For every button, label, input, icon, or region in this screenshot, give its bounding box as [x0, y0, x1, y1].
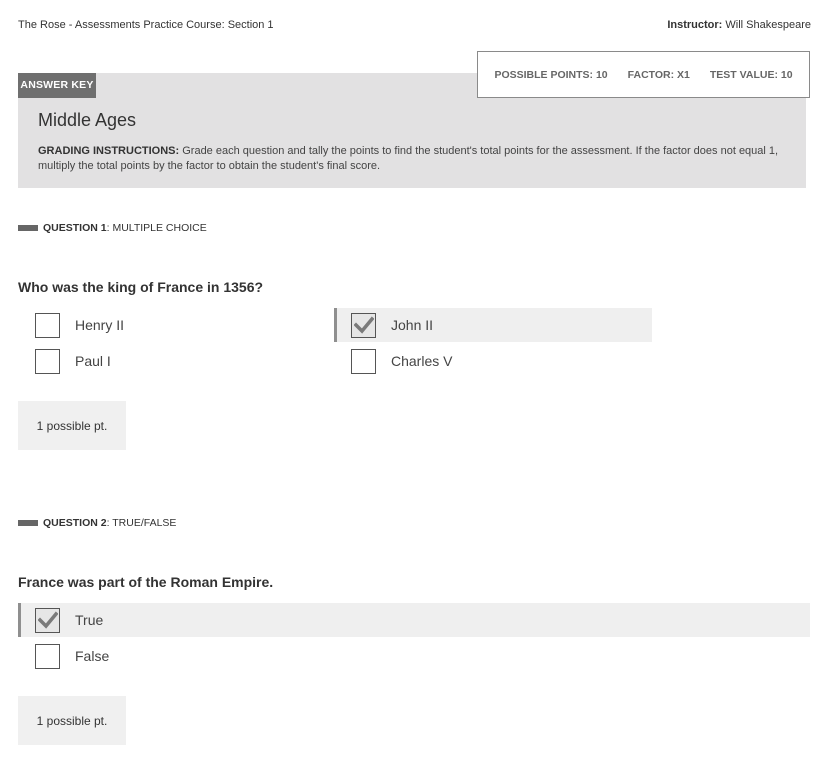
question-1-points: 1 possible pt. — [18, 401, 126, 450]
option-label: Henry II — [75, 317, 125, 333]
checkmark-icon — [354, 316, 374, 334]
possible-points: POSSIBLE POINTS: 10 — [494, 68, 608, 81]
question-number: QUESTION 1 — [43, 222, 107, 234]
checkbox[interactable] — [35, 349, 60, 374]
test-value: TEST VALUE: 10 — [709, 68, 793, 81]
question-2-header — [18, 516, 176, 530]
grading-instructions — [38, 144, 788, 174]
question-2-points: 1 possible pt. — [18, 696, 126, 745]
factor: FACTOR: X1 — [627, 68, 690, 81]
question-type: : MULTIPLE CHOICE — [106, 222, 207, 234]
checkbox[interactable] — [35, 313, 60, 338]
option-charles-v[interactable] — [334, 344, 649, 378]
checkbox-checked[interactable] — [351, 313, 376, 338]
instructor-name: Will Shakespeare — [725, 19, 811, 31]
checkbox[interactable] — [351, 349, 376, 374]
question-bar-icon — [18, 520, 38, 526]
option-john-ii[interactable] — [334, 308, 652, 342]
answer-key-badge: ANSWER KEY — [18, 73, 96, 98]
question-bar-icon — [18, 225, 38, 231]
points-summary — [477, 51, 810, 98]
option-label: Paul I — [75, 353, 111, 369]
question-2-text: France was part of the Roman Empire. — [18, 574, 274, 590]
instructions-label: GRADING INSTRUCTIONS: — [38, 145, 180, 157]
checkbox[interactable] — [35, 644, 60, 669]
option-paul-i[interactable] — [18, 344, 318, 378]
option-true[interactable] — [18, 603, 810, 637]
checkmark-icon — [38, 611, 58, 629]
section-title: Middle Ages — [38, 110, 137, 130]
question-number: QUESTION 2 — [43, 517, 107, 529]
option-label: John II — [391, 317, 434, 333]
instructor-label: Instructor: — [667, 19, 723, 31]
instructions-text: Grade each question and tally the points to find the student's total points for the assessment. If the factor does not equal 1, multiply the total points by the factor to obtain the student's final score. — [38, 145, 779, 172]
option-false[interactable] — [18, 639, 807, 673]
instructor-info — [667, 19, 811, 31]
checkbox-checked[interactable] — [35, 608, 60, 633]
option-label: False — [75, 648, 110, 664]
question-1-text: Who was the king of France in 1356? — [18, 279, 264, 295]
option-label: Charles V — [391, 353, 453, 369]
question-1-header — [18, 221, 207, 235]
option-label: True — [75, 612, 104, 628]
course-title: The Rose - Assessments Practice Course: Section 1 — [18, 19, 274, 31]
question-type: : TRUE/FALSE — [106, 517, 177, 529]
option-henry-ii[interactable] — [18, 308, 318, 342]
